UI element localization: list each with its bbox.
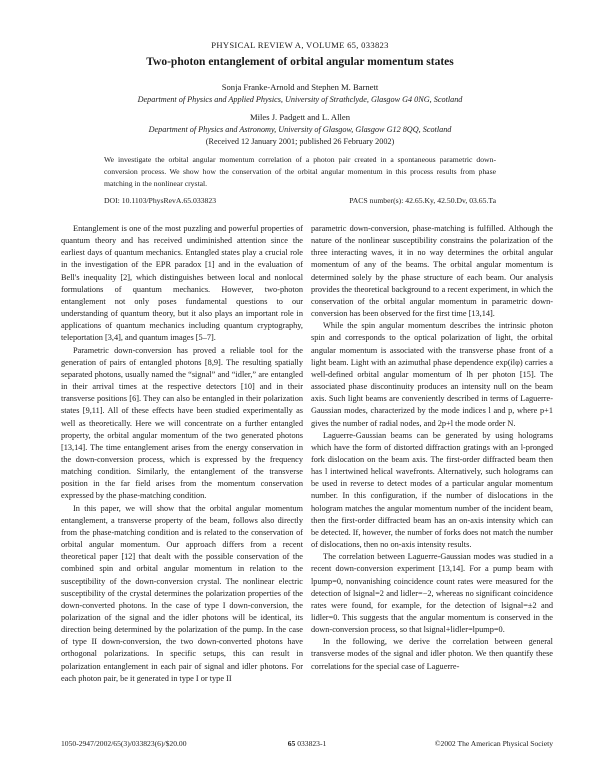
right-column [311,223,553,673]
issn-code: 1050-2947/2002/65(3)/033823(6)/$20.00 [61,739,187,748]
doi-pacs-line [104,196,496,205]
pacs-numbers: PACS number(s): 42.65.Ky, 42.50.Dv, 03.65.Ta [349,196,496,205]
authors-group-1: Sonja Franke-Arnold and Stephen M. Barnett [221,82,379,92]
paper-title: Two-photon entanglement of orbital angular momentum states [146,56,454,68]
abstract: We investigate the orbital angular momentum correlation of a photon pair created in a spontaneous parametric down-conversion process. We show how the conservation of the orbital angular momentum in this process results from phase matching in the nonlinear crystal. [104,155,496,188]
affiliation-1: Department of Physics and Applied Physics, University of Strathclyde, Glasgow G4 0NG, Scotland [137,95,463,104]
article-page: 033823-1 [297,739,327,748]
paragraph: parametric down-conversion, phase-matching is fulfilled. Although the nature of the nonlinear susceptibility constrains the polarization of the three interacting waves, it in no way determines the orbital angular momentum of any of the beams. The orbital angular momentum is determined solely by the phase structure of each beam. Our analysis provides the theoretical background to a recent experiment, in which the conservation of the orbital angular momentum in parametric down-conversion has been observed for the first time [13,14]. [311,224,553,319]
paragraph: The correlation between Laguerre-Gaussian modes was studied in a recent down-conversion experiment [13,14]. For a pump beam with lpump=0, nonvanishing coincidence count rates were measured for the detection of lsignal=2 and lidler=−2, whereas no significant coincidence rates were found, for example, for the detection of lsignal=±2 and lidler=0. This suggests that the angular momentum is conserved in the down-conversion process, so that lsignal+lidler=lpump=0. [311,552,553,635]
paragraph: Parametric down-conversion has proved a reliable tool for the generation of pairs of entangled photons [8,9]. The resulting spatially separated photons, usually named the “signal” and “idler,” are entangled in their arrival times at the respective detectors [10] and in their transverse positions [6]. They can also be entangled in their polarization states [9,11]. All of these effects have been studied experimentally as well as theoretically. Here we will concentrate on a further entangled property, the orbital angular momentum of the two generated photons [13,14]. The time entanglement arises from the energy conservation in the down-conversion process, which is expressed by the frequency matching condition. Similarly, the entanglement of the transverse position in the far field arises from the momentum conservation expressed by the phase-matching condition. [61,345,303,501]
paragraph: In the following, we derive the correlation between general transverse modes of the signal and idler photon. We then quantify these correlations for the special case of Laguerre- [311,637,553,671]
journal-header: PHYSICAL REVIEW A, VOLUME 65, 033823 [211,40,389,50]
volume-number: 65 [287,739,296,748]
doi: DOI: 10.1103/PhysRevA.65.033823 [104,196,217,205]
paragraph: While the spin angular momentum describes the intrinsic photon spin and corresponds to the optical polarization of light, the orbital angular momentum is associated with the transverse phase front of a light beam. Light with an azimuthal phase dependence exp(ilφ) carries a well-defined orbital angular momentum of lħ per photon [15]. The associated phase discontinuity produces an intensity null on the beam axis. Such light beams are conveniently described in terms of Laguerre-Gaussian modes, characterized by the mode indices l and p, where p+1 gives the number of radial nodes, and 2p+l the mode order N. [311,321,553,428]
paragraph: Laguerre-Gaussian beams can be generated by using holograms which have the form of distorted diffraction gratings with an l-pronged fork dislocation on the beam axis. The first-order diffracted beam then has l intertwined helical wavefronts. Alternatively, such holograms can be used in reverse to detect modes of a particular angular momentum number. In this configuration, if the number of dislocations in the hologram matches the angular momentum number of the incident beam, then the first-order diffracted beam has an on-axis intensity which can be detected. If, however, the number of forks does not match the number of dislocations, then no on-axis intensity results. [311,430,553,550]
authors-group-2: Miles J. Padgett and L. Allen [249,112,350,122]
copyright: ©2002 The American Physical Society [434,739,553,748]
received-dates: (Received 12 January 2001; published 26 February 2002) [205,137,395,146]
paragraph: Entanglement is one of the most puzzling and powerful properties of quantum theory and has received undiminished attention since the earliest days of quantum mechanics. Entangled states play a crucial role in the investigation of the EPR paradox [1] and in the evaluation of Bell's inequality [2], which distinguishes between local and nonlocal formulations of quantum mechanics. However, two-photon entanglement not only poses fundamental questions to our understanding of quantum theory, but it also plays an important role in applications of quantum mechanics including quantum cryptography, teleportation [3,4], and quantum images [5–7]. [61,224,303,343]
paragraph: In this paper, we will show that the orbital angular momentum entanglement, a transverse property of the beam, follows also directly from the phase-matching condition and is related to the conservation of orbital angular momentum. Our approach differs from a recent theoretical paper [12] that dealt with the possible conservation of the combined spin and orbital angular momentum in relation to the susceptibility of the down-conversion crystal. The nonlinear electric susceptibility of the crystal determines the polarization properties of the down-converted photons. In the case of type I down-conversion, the polarization of the signal and the idler photons will be identical, its direction being determined by the polarization of the pump. In the case of type II down-conversion, the two down-converted photons have orthogonal polarizations. In specific setups, this can result in polarization entanglement in each pair of signal and idler photons. For each photon pair, be it generated in type I or type II [61,503,303,683]
affiliation-2: Department of Physics and Astronomy, University of Glasgow, Glasgow G12 8QQ, Scotland [148,125,452,134]
left-column [61,223,303,685]
